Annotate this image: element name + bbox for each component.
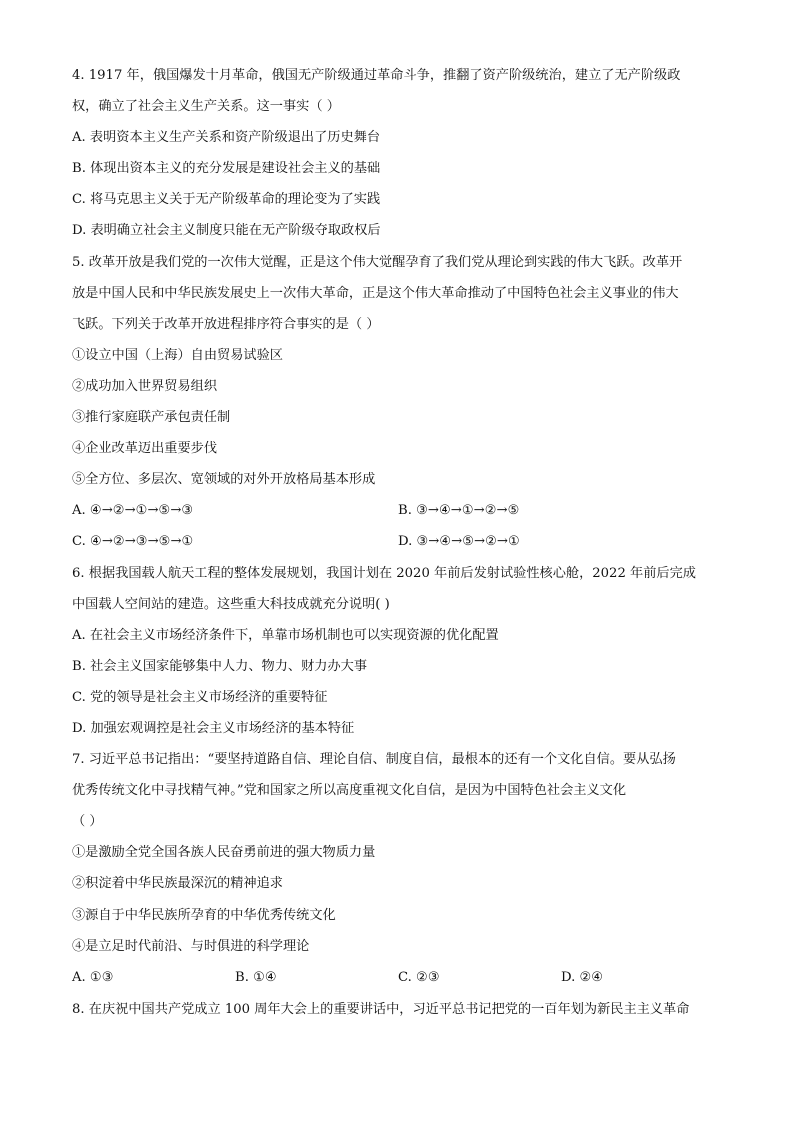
question-5-stem-line-3: 飞跃。下列关于改革开放进程排序符合事实的是（ ） [72,316,380,332]
question-6-option-d: D. 加强宏观调控是社会主义市场经济的基本特征 [72,720,355,736]
question-5-item-4: ④企业改革迈出重要步伐 [72,441,218,457]
question-4-option-b: B. 体现出资本主义的充分发展是建设社会主义的基础 [72,161,381,177]
exam-page [72,60,724,993]
question-7-item-2: ②积淀着中华民族最深沉的精神追求 [72,876,283,892]
question-7-options-row [72,962,724,993]
question-8 [72,994,689,1025]
question-4-option-d: D. 表明确立社会主义制度只能在无产阶级夺取政权后 [72,223,381,239]
question-5-option-c: C. ④→②→③→⑤→① [72,534,194,550]
question-6 [72,558,724,745]
question-5-options-row-2 [72,526,724,557]
question-7 [72,744,724,993]
question-5-item-3: ③推行家庭联产承包责任制 [72,410,231,426]
question-7-option-a: A. ①③ [72,969,114,985]
question-7-option-d: D. ②④ [561,969,604,985]
question-7-item-3: ③源自于中华民族所孕育的中华优秀传统文化 [72,907,336,923]
question-6-stem-line-2: 中国载人空间站的建造。这些重大科技成就充分说明( ) [72,596,390,612]
question-7-stem-line-2: 优秀传统文化中寻找精气神。”党和国家之所以高度重视文化自信，是因为中国特色社会主义文化 [72,783,627,799]
question-7-option-c: C. ②③ [398,969,440,985]
question-7-stem-line-3: （ ） [72,814,103,830]
question-5-option-b: B. ③→④→①→②→⑤ [398,503,520,519]
question-4-stem-line-1: 4. 1917 年，俄国爆发十月革命，俄国无产阶级通过革命斗争，推翻了资产阶级统治，建立了无产阶级政 [72,68,681,83]
question-5-option-a: A. ④→②→①→⑤→③ [72,503,194,519]
question-6-option-c: C. 党的领导是社会主义市场经济的重要特征 [72,689,328,705]
question-4 [72,60,724,247]
question-5-item-5: ⑤全方位、多层次、宽领域的对外开放格局基本形成 [72,472,376,488]
question-4-stem-line-2: 权，确立了社会主义生产关系。这一事实（ ） [72,99,340,115]
question-7-option-b: B. ①④ [235,969,277,985]
question-5-option-d: D. ③→④→⑤→②→① [398,534,520,550]
question-7-item-1: ①是激励全党全国各族人民奋勇前进的强大物质力量 [72,845,376,861]
question-6-option-b: B. 社会主义国家能够集中人力、物力、财力办大事 [72,658,368,674]
question-8-stem-line-1: 8. 在庆祝中国共产党成立 100 周年大会上的重要讲话中，习近平总书记把党的一百年划为新民主主义革命 [72,1002,690,1017]
question-5-stem-line-2: 放是中国人民和中华民族发展史上一次伟大革命，正是这个伟大革命推动了中国特色社会主义事业的伟大 [72,285,679,301]
question-5-item-1: ①设立中国（上海）自由贸易试验区 [72,347,283,363]
question-5-stem-line-1: 5. 改革开放是我们党的一次伟大觉醒，正是这个伟大觉醒孕育了我们党从理论到实践的伟大飞跃。改革开 [72,254,683,270]
question-5-options-row-1 [72,495,724,526]
question-6-option-a: A. 在社会主义市场经济条件下，单靠市场机制也可以实现资源的优化配置 [72,627,499,643]
question-5-item-2: ②成功加入世界贸易组织 [72,378,218,394]
question-4-option-a: A. 表明资本主义生产关系和资产阶级退出了历史舞台 [72,130,381,146]
question-4-option-c: C. 将马克思主义关于无产阶级革命的理论变为了实践 [72,192,381,208]
question-7-item-4: ④是立足时代前沿、与时俱进的科学理论 [72,938,310,954]
question-6-stem-line-1: 6. 根据我国载人航天工程的整体发展规划，我国计划在 2020 年前后发射试验性核心舱，2022 年前后完成 [72,565,696,581]
question-5 [72,247,724,558]
question-7-stem-line-1: 7. 习近平总书记指出：“要坚持道路自信、理论自信、制度自信，最根本的还有一个文化自信。要从弘扬 [72,752,676,768]
